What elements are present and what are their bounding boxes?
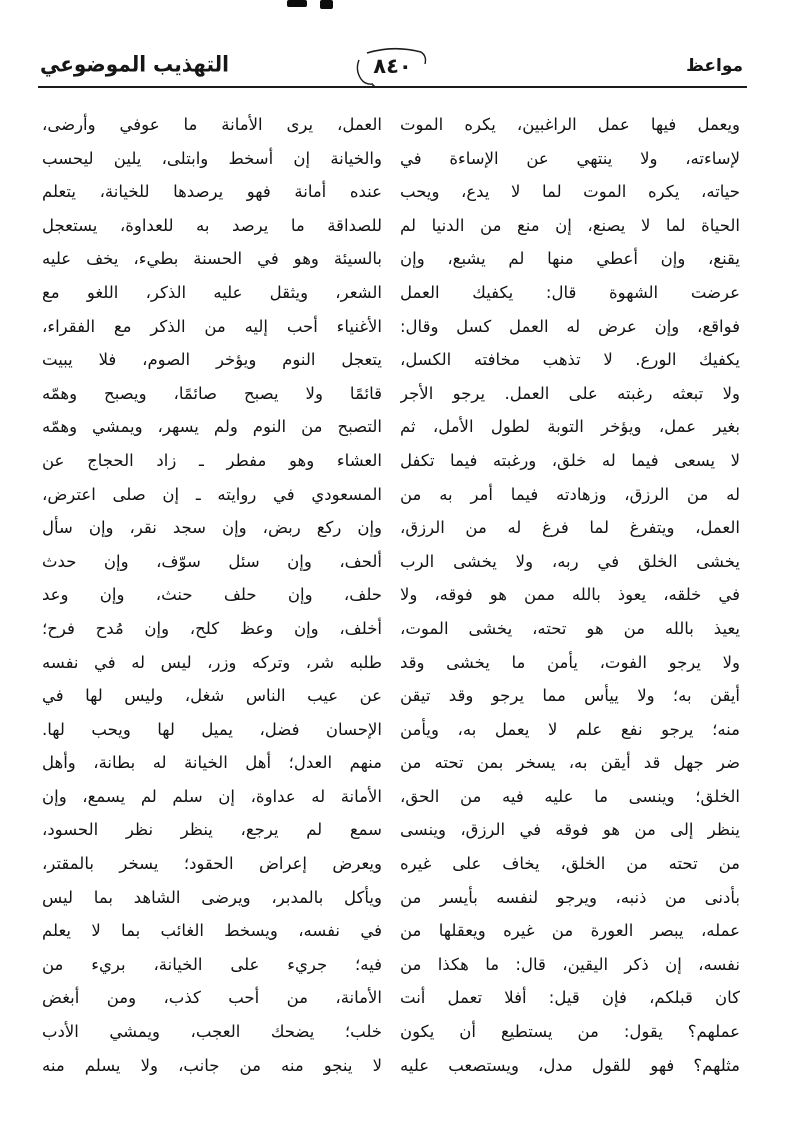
text-line: عمله، يبصر العورة من غيره ويعقلها من	[400, 921, 740, 941]
text-line: يقنع، وإن أعطي منها لم يشبع، وإن	[400, 249, 740, 269]
text-line: والخيانة إن أسخط وابتلى، يلين ليحسب	[42, 148, 382, 168]
text-line: ضر جهل قد أيقن به، يسخر بمن تحته من	[400, 753, 740, 773]
text-line: بالسيئة وهو في الحسنة بطيء، يخف عليه	[42, 249, 382, 269]
text-line: لا يسعى فيما له خلق، ورغبته فيما تكفل	[400, 450, 740, 470]
text-line: منه؛ يرجو نفع علم لا يعمل به، ويأمن	[400, 719, 740, 739]
text-line: الأغنياء أحب إليه من الذكر مع الفقراء،	[42, 316, 382, 336]
text-line: في خلقه، يعوذ بالله ممن هو فوقه، ولا	[400, 585, 740, 605]
text-column-left	[42, 108, 382, 1094]
text-line: للصداقة ما يرصد به للعداوة، يستعجل	[42, 215, 382, 235]
text-line: العشاء وهو مفطر ـ زاد الحجاج عن	[42, 450, 382, 470]
text-line: لإساءته، ولا ينتهي عن الإساءة في	[400, 148, 740, 168]
text-line: ويعمل فيها عمل الراغبين، يكره الموت	[400, 115, 740, 134]
text-line: التصبح من النوم ولم يسهر، ويمشي وهمّه	[42, 417, 382, 437]
text-line: ينظر إلى من هو فوقه في الرزق، وينسى	[400, 820, 740, 840]
text-line: عن عيب الناس شغل، وليس لها في	[42, 686, 382, 706]
text-line: في نفسه، ويسخط الغائب بما لا يعلم	[42, 921, 382, 941]
text-line: ألحف، وإن سئل سوّف، وإن حدث	[42, 551, 382, 571]
text-line: فواقع، وإن عرض له العمل كسل وقال:	[400, 316, 740, 336]
page-header	[38, 46, 747, 84]
text-line: أيقن به؛ ولا ييأس مما يرجو وقد تيقن	[400, 686, 740, 706]
text-line: وإن ركع ربض، وإن سجد نقر، وإن سأل	[42, 518, 382, 538]
book-title: التهذيب الموضوعي	[40, 51, 230, 77]
section-title: مواعظ	[686, 56, 743, 76]
text-line: أخلف، وإن وعظ كلح، وإن مُدح فرح؛	[42, 618, 382, 638]
page-number-cartouche	[351, 46, 435, 88]
text-line: سمع لم يرجع، ينظر نظر الحسود،	[42, 820, 382, 840]
text-line: يتعجل النوم ويؤخر الصوم، فلا يبيت	[42, 350, 382, 370]
text-line: يكفيك الورع. لا تذهب مخافته الكسل،	[400, 350, 740, 370]
text-line: خلب؛ يضحك العجب، ويمشي الأدب	[42, 1022, 382, 1042]
text-line: ويعرض إعراض الحقود؛ يسخر بالمقتر،	[42, 854, 382, 874]
text-column-right	[400, 108, 740, 1094]
text-line: بأدنى من ذنبه، ويرجو لنفسه بأيسر من	[400, 887, 740, 907]
text-line: لا ينجو منه من جانب، ولا يسلم منه	[42, 1055, 382, 1075]
text-line: قائمًا ولا يصبح صائمًا، ويصبح وهمّه	[42, 383, 382, 403]
text-line: كان قبلكم، فإن قيل: أفلا تعمل أنت	[400, 988, 740, 1008]
header-divider	[38, 86, 747, 88]
text-line: حياته، يكره الموت لما لا يدع، ويحب	[400, 182, 740, 202]
text-line: حلف، وإن حلف حنث، وإن وعد	[42, 585, 382, 605]
text-line: عنده أمانة فهو يرصدها للخيانة، يتعلم	[42, 182, 382, 202]
text-line: من تحته من الخلق، يخاف على غيره	[400, 854, 740, 874]
text-line: الأمانة، من أحب كذب، ومن أبغض	[42, 988, 382, 1008]
text-line: الخلق؛ وينسى ما عليه فيه من الحق،	[400, 786, 740, 806]
text-block	[42, 108, 740, 1094]
text-line: بغير عمل، ويؤخر التوبة لطول الأمل، ثم	[400, 417, 740, 437]
text-line: مثلهم؟ فهو للقول مدل، ويستصعب عليه	[400, 1055, 740, 1075]
text-line: ويأكل بالمدبر، ويرضى الشاهد بما ليس	[42, 887, 382, 907]
text-line: ولا يرجو الفوت، يأمن ما يخشى وقد	[400, 652, 740, 672]
text-line: ولا تبعثه رغبته على العمل. يرجو الأجر	[400, 383, 740, 403]
text-line: طلبه شر، وتركه وزر، ليس له في نفسه	[42, 652, 382, 672]
text-line: يخشى الخلق في ربه، ولا يخشى الرب	[400, 551, 740, 571]
text-line: الإحسان فضل، يميل لها ويحب لها.	[42, 719, 382, 739]
text-line: فيه؛ جريء على الخيانة، بريء من	[42, 954, 382, 974]
text-line: الأمانة له عداوة، إن سلم لم يسمع، وإن	[42, 786, 382, 806]
text-line: نفسه، إن ذكر اليقين، قال: ما هكذا من	[400, 954, 740, 974]
text-line: منهم العدل؛ أهل الخيانة له بطانة، وأهل	[42, 753, 382, 773]
text-line: الحياة لما لا يصنع، إن منع من الدنيا لم	[400, 215, 740, 235]
page-number: ٨٤٠	[373, 54, 412, 78]
scan-artifact	[287, 0, 307, 7]
text-line: عرضت الشهوة قال: يكفيك العمل	[400, 282, 740, 302]
text-line: الشعر، ويثقل عليه الذكر، اللغو مع	[42, 282, 382, 302]
text-line: العمل، يرى الأمانة ما عوفي وأرضى،	[42, 115, 382, 134]
scan-artifact	[320, 0, 333, 9]
text-line: يعيذ بالله من هو تحته، يخشى الموت،	[400, 618, 740, 638]
text-line: العمل، ويتفرغ لما فرغ له من الرزق،	[400, 518, 740, 538]
text-line: عملهم؟ يقول: من يستطيع أن يكون	[400, 1022, 740, 1042]
text-line: له من الرزق، وزهادته فيما أمر به من	[400, 484, 740, 504]
text-line: المسعودي في روايته ـ إن صلى اعترض،	[42, 484, 382, 504]
